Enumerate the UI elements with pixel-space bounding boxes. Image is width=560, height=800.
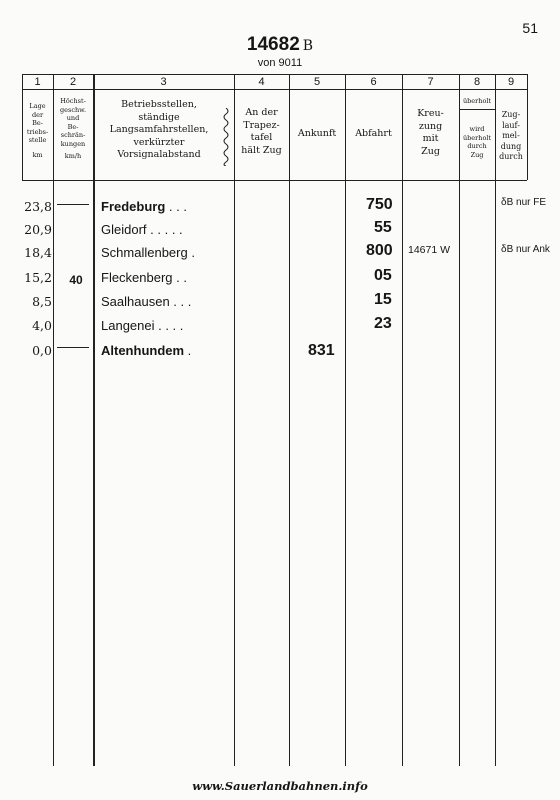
station-name: Langenei . . . . <box>101 318 184 333</box>
speed-segment-top-line <box>57 204 89 205</box>
departure-time: 23 <box>374 315 392 332</box>
column-number-9: 9 <box>507 76 515 88</box>
website-footer: www.Sauerlandbahnen.info <box>192 779 368 793</box>
header-trapez-sign: An der Trapez- tafel hält Zug <box>241 107 282 156</box>
station-name: Schmallenberg . <box>101 245 195 260</box>
header-position-km: Lage der Be- triebs- stelle km <box>26 102 49 159</box>
header-crossing: Kreu- zung mit Zug <box>417 108 444 157</box>
departure-time: 05 <box>374 267 392 284</box>
wavy-line-icon <box>221 108 231 166</box>
header-departure: Abfahrt <box>355 128 392 139</box>
column-number-6: 6 <box>370 76 377 88</box>
train-number-heading <box>0 34 560 56</box>
column-number-3: 3 <box>160 76 167 88</box>
header-train-report: Zug- lauf- mel- dung durch <box>499 110 523 161</box>
column-number-2: 2 <box>69 76 77 88</box>
header-arrival: Ankunft <box>297 128 337 139</box>
header-overtakes: überholt <box>462 97 492 105</box>
station-name: Saalhausen . . . <box>101 294 192 309</box>
departure-time: 15 <box>374 291 392 308</box>
header-max-speed: Höchst- geschw. und Be- schrän- kungen km/h <box>59 97 87 160</box>
km-value: 15,2 <box>24 270 52 285</box>
header-overtaken-by: wird überholt durch Zug <box>462 125 492 159</box>
km-value: 0,0 <box>32 343 52 358</box>
speed-segment-bottom-line <box>57 347 89 348</box>
km-value: 23,8 <box>24 199 52 214</box>
km-value: 8,5 <box>32 294 52 309</box>
report-note: δB nur Ank <box>501 244 550 255</box>
report-note: δB nur FE <box>501 197 547 208</box>
arrival-time: 831 <box>308 342 335 359</box>
km-value: 20,9 <box>24 222 52 237</box>
train-number: 14682 <box>246 34 300 55</box>
column-number-8: 8 <box>473 76 481 88</box>
departure-time: 750 <box>366 196 393 213</box>
column-number-4: 4 <box>258 76 265 88</box>
station-name: Fleckenberg . . <box>101 270 187 285</box>
station-name: Fredeburg . . . <box>101 199 187 214</box>
km-value: 18,4 <box>24 245 52 260</box>
column-number-1: 1 <box>34 76 41 88</box>
crossing-train: 14671 W <box>408 244 451 256</box>
station-name: Altenhundem . <box>101 343 192 358</box>
train-suffix: B <box>302 38 314 54</box>
station-name: Gleidorf . . . . . <box>101 222 183 237</box>
header-operating-points: Betriebsstellen, ständige Langsamfahrstellen, verkürzter Vorsignalabstand <box>109 99 209 160</box>
speed-limit-value: 40 <box>69 273 83 287</box>
column-number-5: 5 <box>313 76 321 88</box>
departure-time: 800 <box>366 242 393 259</box>
page-number: 51 <box>522 20 538 36</box>
origin-train-label: von 9011 <box>257 57 303 69</box>
column-number-7: 7 <box>427 76 434 88</box>
km-value: 4,0 <box>32 318 52 333</box>
departure-time: 55 <box>374 219 392 236</box>
